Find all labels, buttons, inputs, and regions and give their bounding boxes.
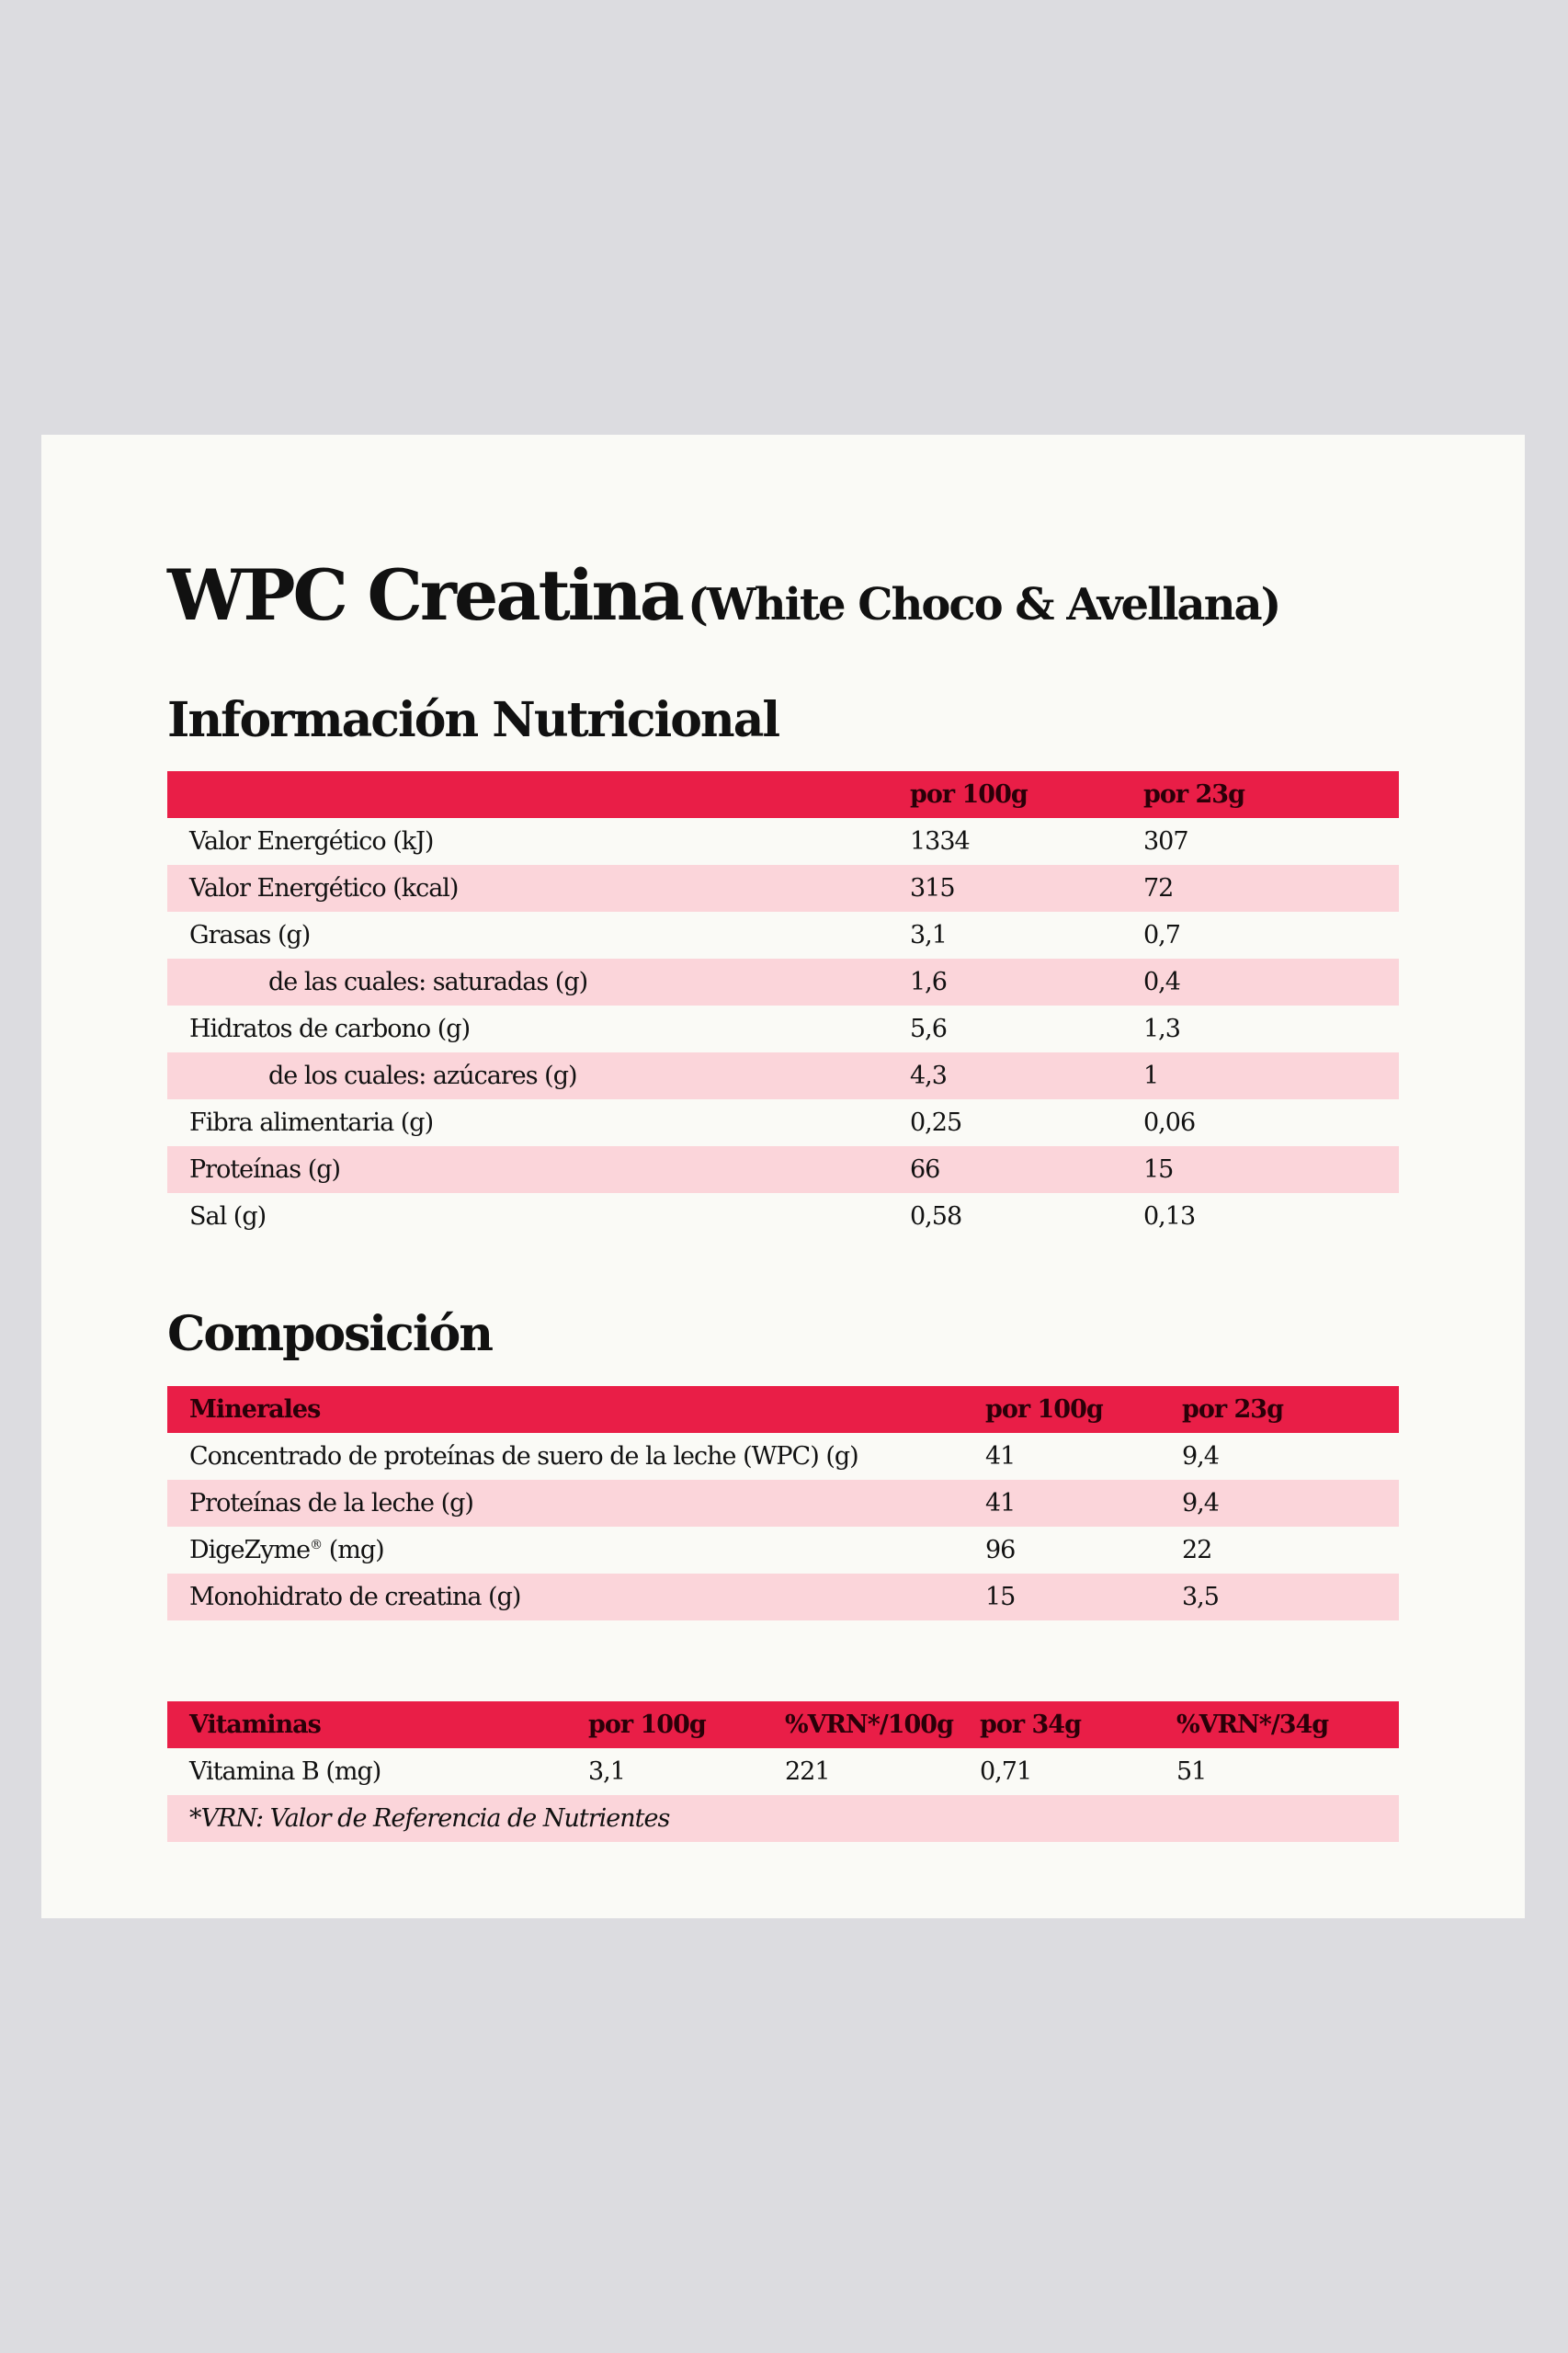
nutrient-per100: 0,58 bbox=[910, 1202, 962, 1231]
ingredient-serving: 9,4 bbox=[1182, 1442, 1219, 1471]
nutrient-per100: 1334 bbox=[910, 827, 970, 856]
nutrient-per100: 5,6 bbox=[910, 1015, 947, 1043]
nutrient-serving: 72 bbox=[1143, 874, 1174, 903]
ingredient-serving: 3,5 bbox=[1182, 1583, 1219, 1611]
nutrient-label: Hidratos de carbono (g) bbox=[189, 1015, 471, 1043]
nutrient-label: Grasas (g) bbox=[189, 921, 311, 949]
nutrient-per100: 0,25 bbox=[910, 1108, 962, 1137]
nutrient-per100: 3,1 bbox=[910, 921, 947, 949]
ingredient-label: Proteínas de la leche (g) bbox=[189, 1489, 473, 1518]
composition-table bbox=[167, 1386, 1399, 1620]
nutrition-table bbox=[167, 771, 1399, 1240]
nutrient-label: Fibra alimentaria (g) bbox=[189, 1108, 434, 1137]
nutrition-heading: Información Nutricional bbox=[167, 692, 779, 748]
ingredient-unit: (mg) bbox=[322, 1536, 384, 1564]
table-row bbox=[167, 865, 1399, 912]
vitamins-table-wrap bbox=[167, 1701, 1399, 1842]
nutrient-per100: 1,6 bbox=[910, 968, 947, 996]
nutrient-serving: 307 bbox=[1143, 827, 1188, 856]
nutrient-label: Sal (g) bbox=[189, 1202, 267, 1231]
vitamins-col-per100: por 100g bbox=[588, 1711, 706, 1739]
vitamins-col-label: Vitaminas bbox=[189, 1711, 321, 1739]
ingredient-label bbox=[167, 1527, 985, 1574]
nutrient-label: de los cuales: azúcares (g) bbox=[268, 1062, 577, 1090]
ingredient-serving: 22 bbox=[1182, 1536, 1212, 1564]
nutrient-per100: 315 bbox=[910, 874, 955, 903]
ingredient-label: Monohidrato de creatina (g) bbox=[189, 1583, 521, 1611]
vitamin-label: Vitamina B (mg) bbox=[189, 1757, 381, 1786]
composition-col-minerals: Minerales bbox=[189, 1395, 321, 1424]
nutrient-serving: 15 bbox=[1143, 1155, 1174, 1184]
nutrient-serving: 0,13 bbox=[1143, 1202, 1196, 1231]
product-flavor: (White Choco & Avellana) bbox=[687, 579, 1280, 631]
ingredient-per100: 41 bbox=[985, 1442, 1016, 1471]
composition-col-per100: por 100g bbox=[985, 1395, 1103, 1424]
nutrient-serving: 1,3 bbox=[1143, 1015, 1180, 1043]
composition-col-serving: por 23g bbox=[1182, 1395, 1283, 1424]
table-row bbox=[167, 959, 1399, 1006]
table-row bbox=[167, 818, 1399, 865]
composition-heading: Composición bbox=[167, 1306, 493, 1362]
ingredient-label: Concentrado de proteínas de suero de la leche (WPC) (g) bbox=[189, 1442, 858, 1471]
table-row bbox=[167, 1795, 1399, 1842]
table-row bbox=[167, 1480, 1399, 1527]
table-row bbox=[167, 1193, 1399, 1240]
vitamins-table bbox=[167, 1701, 1399, 1842]
vitamins-col-vrnserving: %VRN*/34g bbox=[1176, 1711, 1329, 1739]
nutrient-per100: 66 bbox=[910, 1155, 940, 1184]
nutrient-serving: 1 bbox=[1143, 1062, 1159, 1090]
table-row bbox=[167, 1748, 1399, 1795]
vitamin-vrnserving: 51 bbox=[1176, 1757, 1207, 1786]
table-row bbox=[167, 1052, 1399, 1099]
nutrient-per100: 4,3 bbox=[910, 1062, 947, 1090]
table-row bbox=[167, 1433, 1399, 1480]
nutrition-card bbox=[41, 435, 1525, 1918]
nutrient-serving: 0,7 bbox=[1143, 921, 1180, 949]
ingredient-name: DigeZyme bbox=[189, 1536, 311, 1564]
nutrition-table-wrap bbox=[167, 771, 1399, 1240]
vitamins-col-serving: por 34g bbox=[980, 1711, 1081, 1739]
ingredient-per100: 15 bbox=[985, 1583, 1016, 1611]
nutrient-label: Valor Energético (kcal) bbox=[189, 874, 459, 903]
product-name: WPC Creatina bbox=[167, 554, 683, 636]
nutrient-label: de las cuales: saturadas (g) bbox=[268, 968, 588, 996]
nutrition-col-label bbox=[167, 771, 910, 818]
product-title bbox=[167, 554, 1399, 636]
nutrient-label: Proteínas (g) bbox=[189, 1155, 341, 1184]
table-row bbox=[167, 1146, 1399, 1193]
table-row bbox=[167, 1574, 1399, 1620]
registered-mark: ® bbox=[310, 1538, 323, 1552]
vitamin-vrn100: 221 bbox=[785, 1757, 830, 1786]
nutrition-col-per100: por 100g bbox=[910, 780, 1028, 809]
ingredient-per100: 96 bbox=[985, 1536, 1016, 1564]
table-row bbox=[167, 1006, 1399, 1052]
nutrition-header-row bbox=[167, 771, 1399, 818]
nutrient-label: Valor Energético (kJ) bbox=[189, 827, 434, 856]
nutrient-serving: 0,4 bbox=[1143, 968, 1180, 996]
nutrition-col-serving: por 23g bbox=[1143, 780, 1244, 809]
nutrient-serving: 0,06 bbox=[1143, 1108, 1196, 1137]
ingredient-per100: 41 bbox=[985, 1489, 1016, 1518]
composition-header-row bbox=[167, 1386, 1399, 1433]
vitamin-serving: 0,71 bbox=[980, 1757, 1032, 1786]
vrn-footnote: *VRN: Valor de Referencia de Nutrientes bbox=[189, 1804, 670, 1833]
ingredient-serving: 9,4 bbox=[1182, 1489, 1219, 1518]
table-row bbox=[167, 1099, 1399, 1146]
vitamin-per100: 3,1 bbox=[588, 1757, 625, 1786]
vitamins-col-vrn100: %VRN*/100g bbox=[785, 1711, 953, 1739]
table-row bbox=[167, 1527, 1399, 1574]
vitamins-header-row bbox=[167, 1701, 1399, 1748]
composition-table-wrap bbox=[167, 1386, 1399, 1620]
table-row bbox=[167, 912, 1399, 959]
